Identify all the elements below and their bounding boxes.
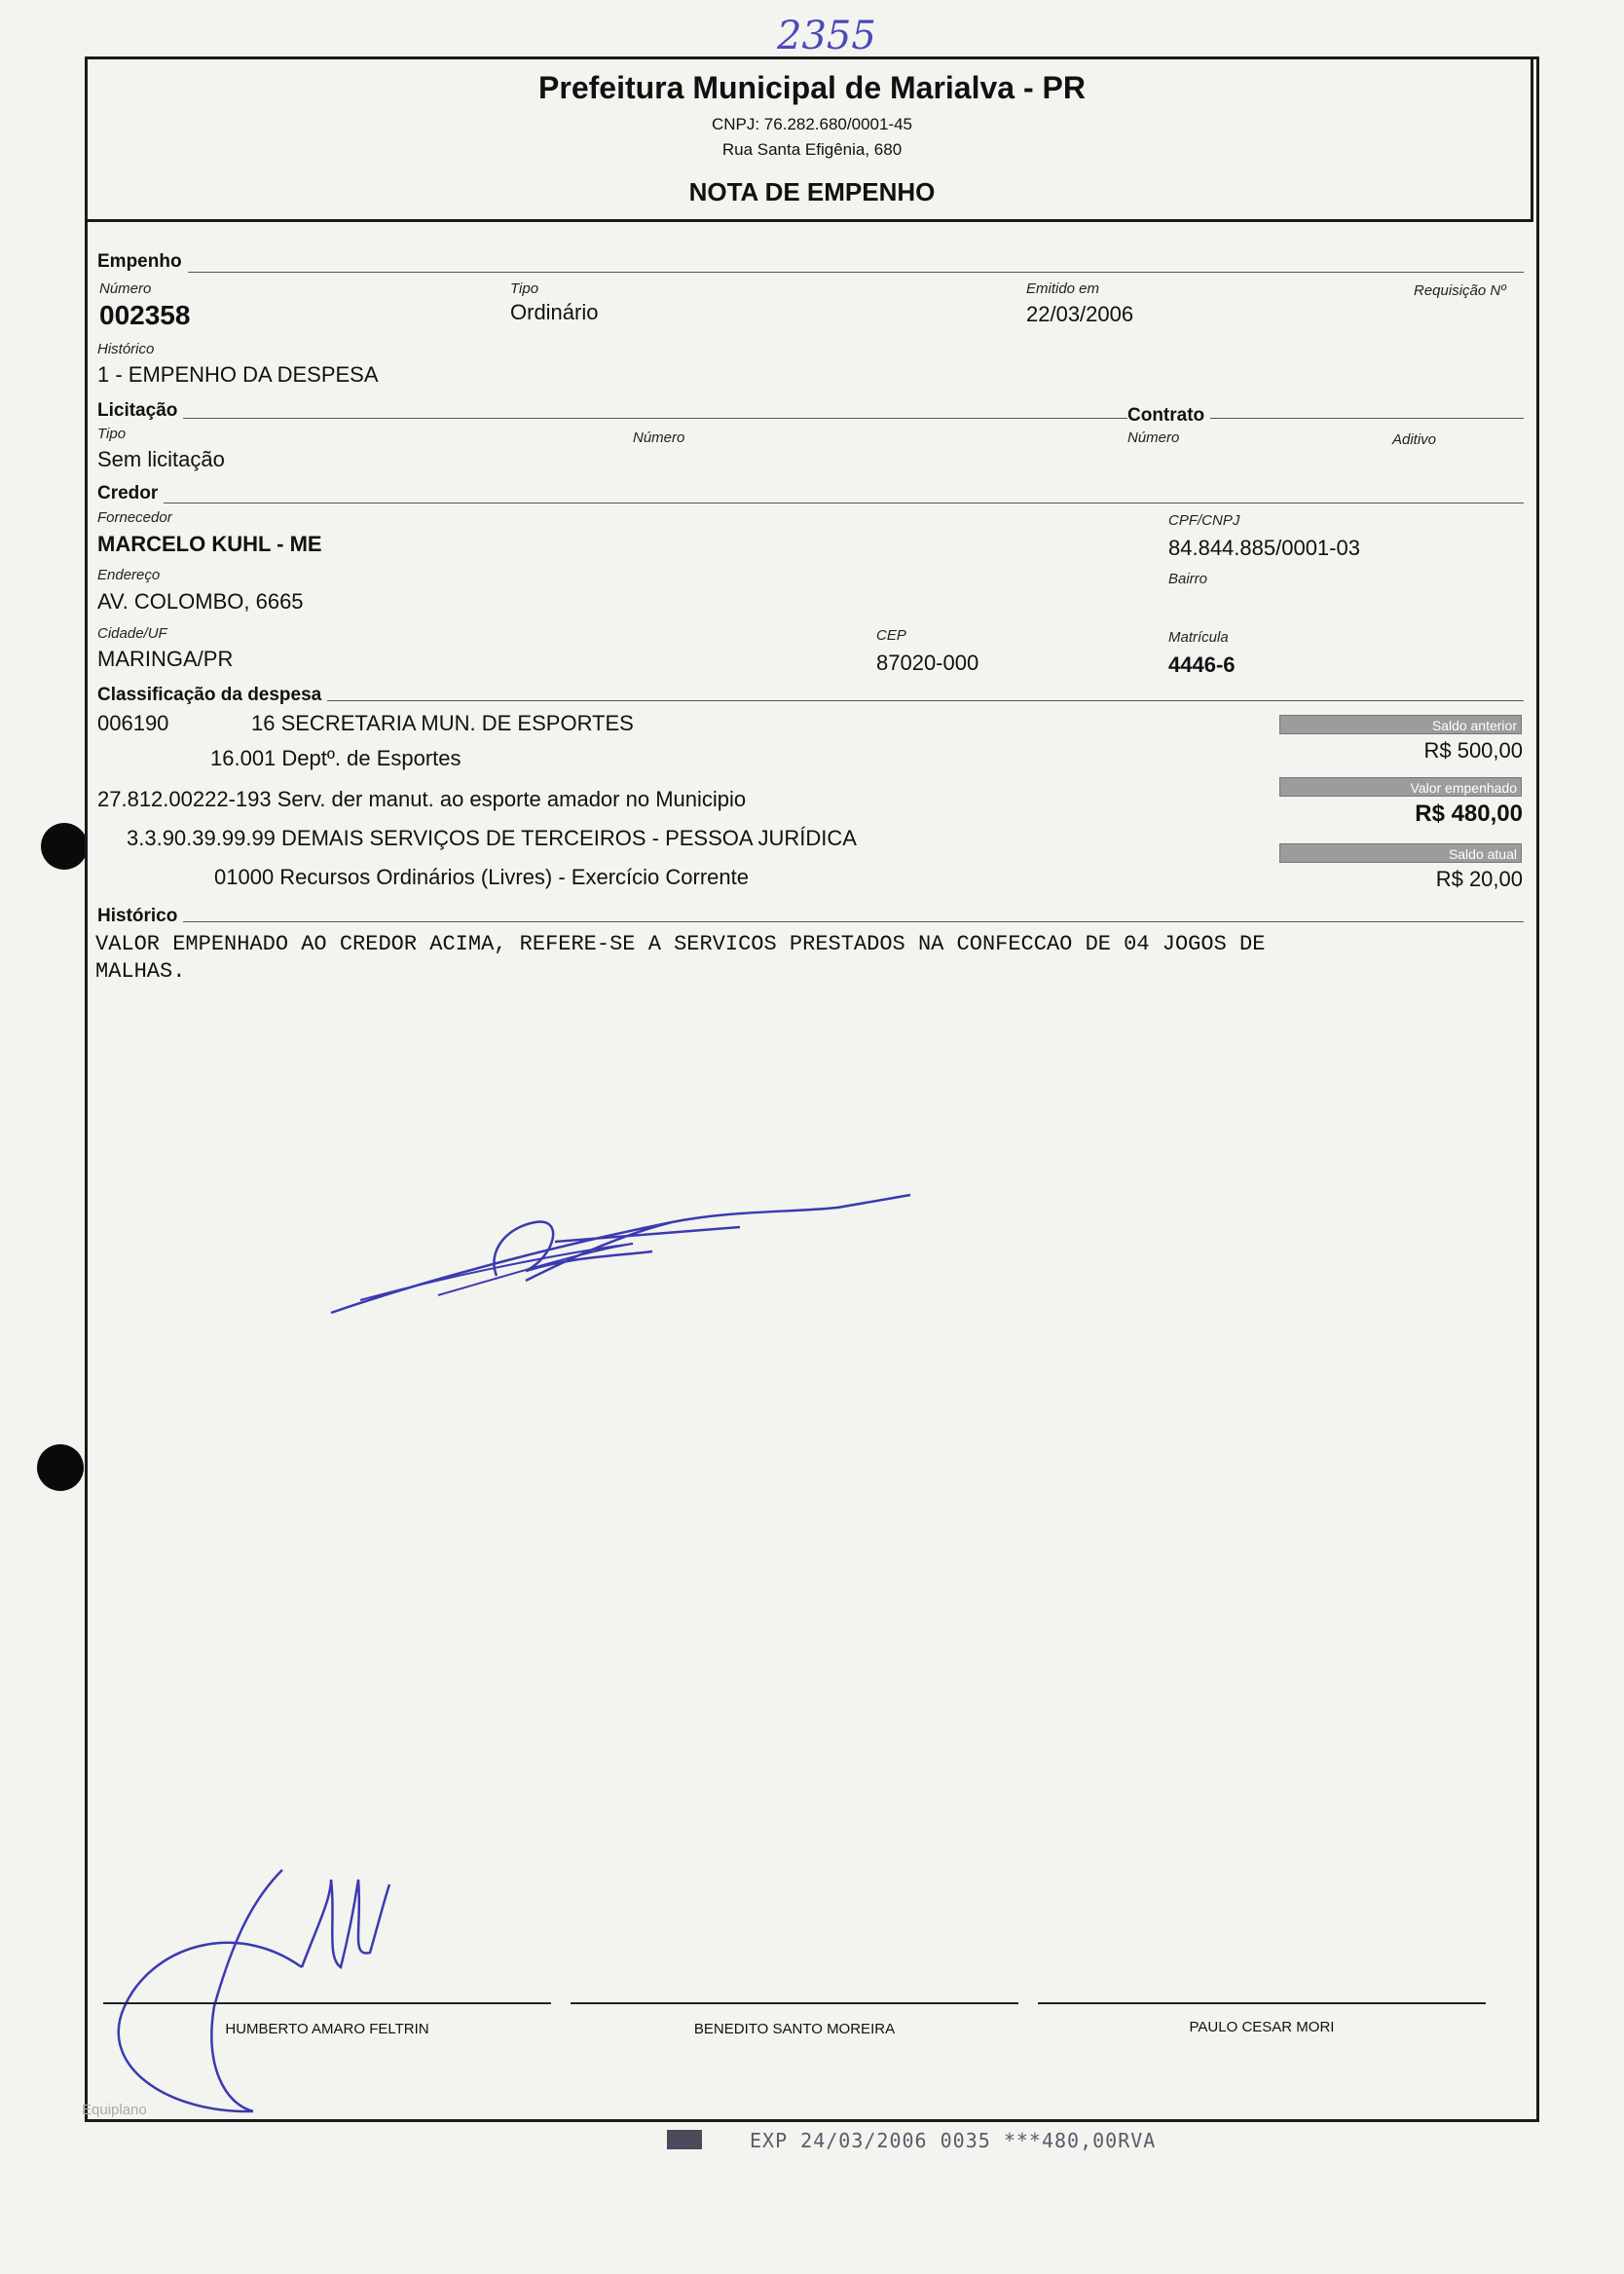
matricula-label: Matrícula (1168, 629, 1229, 646)
licitacao-section-title: Licitação (97, 400, 183, 422)
cep-value: 87020-000 (876, 651, 979, 675)
classificacao-recurso: 01000 Recursos Ordinários (Livres) - Exercício Corrente (214, 865, 749, 889)
endereco-label: Endereço (97, 567, 161, 583)
credor-section-title: Credor (97, 483, 164, 504)
signature-scribble-middle (321, 1183, 925, 1329)
cep-label: CEP (876, 627, 906, 644)
fornecedor-name: MARCELO KUHL - ME (97, 532, 322, 556)
empenho-rule (97, 272, 1524, 273)
licitacao-rule (97, 418, 1524, 419)
cpf-cnpj-label: CPF/CNPJ (1168, 512, 1240, 529)
signature-name-1: HUMBERTO AMARO FELTRIN (225, 2021, 429, 2037)
signature-line-3 (1038, 2002, 1486, 2004)
signature-name-3: PAULO CESAR MORI (1189, 2019, 1335, 2035)
cidade-value: MARINGA/PR (97, 647, 234, 671)
saldo-anterior-value: R$ 500,00 (1423, 738, 1523, 763)
binder-hole-top (41, 823, 88, 870)
bairro-label: Bairro (1168, 571, 1208, 587)
saldo-atual-value: R$ 20,00 (1435, 867, 1523, 891)
historico-line-2: MALHAS. (95, 959, 186, 984)
classificacao-secretaria: 16 SECRETARIA MUN. DE ESPORTES (251, 711, 634, 735)
municipality-address: Rua Santa Efigênia, 680 (721, 140, 903, 159)
footer-brand: Equiplano (82, 2102, 147, 2118)
bank-stamp: EXP 24/03/2006 0035 ***480,00RVA (750, 2129, 1157, 2152)
historico-line-1: VALOR EMPENHADO AO CREDOR ACIMA, REFERE-SE A SERVICOS PRESTADOS NA CONFECCAO DE 04 JOGOS DE (95, 932, 1266, 956)
valor-empenhado-value: R$ 480,00 (1415, 801, 1523, 827)
matricula-value: 4446-6 (1168, 652, 1236, 677)
classificacao-code: 006190 (97, 711, 169, 735)
signature-line-1 (103, 2002, 551, 2004)
municipality-cnpj: CNPJ: 76.282.680/0001-45 (711, 115, 913, 133)
document-title: NOTA DE EMPENHO (688, 177, 936, 206)
municipality-title: Prefeitura Municipal de Marialva - PR (538, 70, 1086, 105)
endereco-value: AV. COLOMBO, 6665 (97, 589, 304, 614)
contrato-numero-label: Número (1127, 429, 1180, 446)
classificacao-elemento: 3.3.90.39.99.99 DEMAIS SERVIÇOS DE TERCEIROS - PESSOA JURÍDICA (127, 826, 857, 850)
requisicao-label: Requisição Nº (1414, 282, 1506, 299)
empenho-numero-label: Número (99, 280, 152, 297)
empenho-numero: 002358 (99, 300, 191, 330)
saldo-anterior-label: Saldo anterior (1279, 715, 1522, 734)
empenho-historico-label: Histórico (97, 341, 155, 357)
empenho-section-title: Empenho (97, 251, 188, 273)
licitacao-tipo: Sem licitação (97, 447, 225, 471)
contrato-section-title: Contrato (1127, 405, 1210, 427)
cidade-label: Cidade/UF (97, 625, 167, 642)
historico-section-title: Histórico (97, 906, 183, 927)
signature-name-2: BENEDITO SANTO MOREIRA (693, 2021, 896, 2037)
empenho-tipo-label: Tipo (510, 280, 539, 297)
signature-line-2 (571, 2002, 1018, 2004)
emitido-label: Emitido em (1026, 280, 1100, 297)
emitido-date: 22/03/2006 (1026, 302, 1134, 326)
valor-empenhado-label: Valor empenhado (1279, 777, 1522, 797)
binder-hole-bottom (37, 1444, 84, 1491)
saldo-atual-label: Saldo atual (1279, 843, 1522, 863)
contrato-aditivo-label: Aditivo (1392, 431, 1437, 448)
licitacao-numero-label: Número (633, 429, 685, 446)
classificacao-section-title: Classificação da despesa (97, 685, 327, 706)
handwritten-page-number: 2355 (777, 14, 876, 58)
empenho-historico: 1 - EMPENHO DA DESPESA (97, 362, 379, 387)
fornecedor-label: Fornecedor (97, 509, 172, 526)
classificacao-departamento: 16.001 Deptº. de Esportes (210, 746, 461, 770)
empenho-tipo: Ordinário (510, 300, 599, 324)
cpf-cnpj-value: 84.844.885/0001-03 (1168, 536, 1360, 560)
classificacao-programa: 27.812.00222-193 Serv. der manut. ao esporte amador no Municipio (97, 787, 747, 811)
bank-stamp-mark (667, 2130, 702, 2149)
historico-rule (97, 921, 1524, 922)
signature-scribble-left (107, 1860, 428, 2123)
licitacao-tipo-label: Tipo (97, 426, 127, 442)
